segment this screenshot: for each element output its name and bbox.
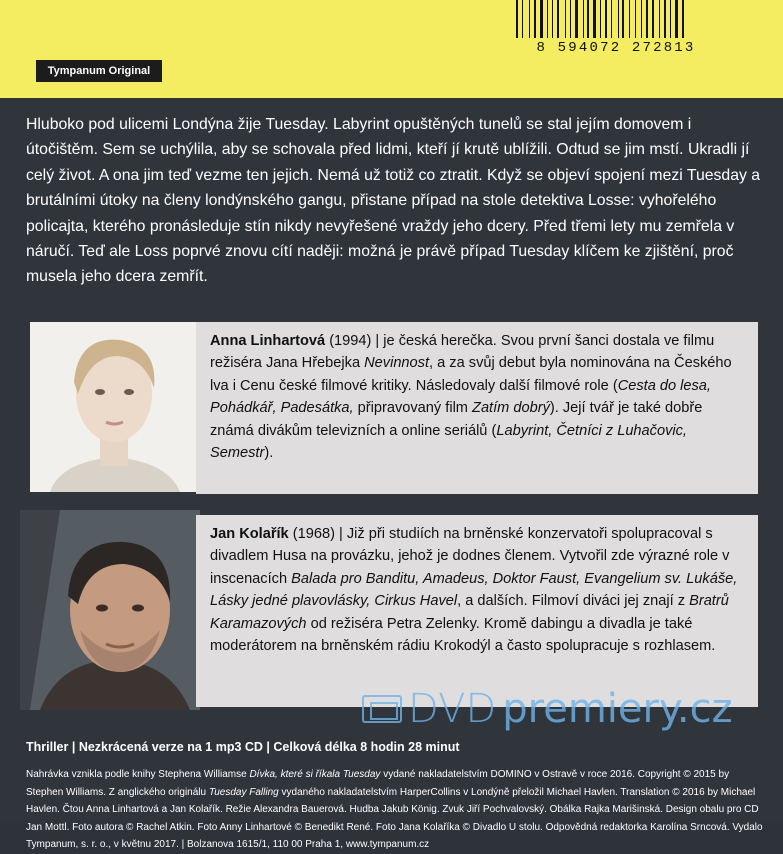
barcode-bar [637,0,640,38]
barcode-bar [516,0,518,38]
credits-part: vydaného nakladatelstvím HarperCollins v Londýně přeložil Michael Havlen. Translation © 2016 by Michael Havlen. Čtou Anna Linhartová a Jan Kolařík. Režie Alexandra Bauerová. Hudba Jakub König. Zvuk Jiří Pochvalovský. Obálka Rajka Marišinská. Design obalu pro CD Jan Mottl. Foto autora © Rachel Atkin. Foto Anny Linhartové © Benedikt René. Foto Jana Kolaříka © Divadlo U stolu. Odpovědná redaktorka Karolína Srncová. Vydalo Tympanum, s. r. o., v květnu 2017. | Bolzanova 1615/1, 110 00 Praha 1, www.tympanum.cz [26,786,763,850]
bio-text: , a za svůj debut byla nominována na Českého lva i Cenu české filmové kritiky. Následovaly další filmové role ( [210,355,732,394]
barcode-bar [631,0,633,38]
portrait-anna-linhartova [30,322,198,492]
watermark-part2: premiery.cz [502,686,733,732]
barcode-bar [670,0,671,38]
barcode-bar [552,0,553,38]
bio-title: Zatím dobrý [472,400,550,417]
barcode-bar [680,0,681,38]
synopsis-text: Hluboko pod ulicemi Londýna žije Tuesday. Labyrint opuštěných tunelů se stal jejím domovem i útočištěm. Sem se uchýlila, aby se schovala před lidmi, kteří jí krutě ublížili. Odtud se jim mstí. Ukradli jí celý život. A ona jim teď vezme ten jejich. Nemá už totiž co ztratit. Když se objeví spojení mezi Tuesday a brutálními útoky na členy londýnského gangu, přistane případ na stole detektiva Losse: vyhořelého policajta, kterého pronásleduje stín nikdy nevyřešené vraždy jeho dcery. Před třemi lety mu zemřela v náručí. Teď ale Loss poprvé znovu cítí naději: možná je právě případ Tuesday klíčem ke zjištění, proč musela jeho dcera zemřít. [26,116,761,286]
credits-title: Dívka, které si říkala Tuesday [249,769,381,780]
barcode-bar [685,0,686,38]
credits-text [26,766,768,854]
bio-title: Balada pro Banditu, Amadeus, Doktor Faust, Evangelium sv. Lukáše, Lásky jedné plavovlásky, Cirkus Havel [210,570,738,610]
barcode-bar [626,0,628,38]
barcode-bar [609,0,610,38]
barcode-bar [635,0,636,38]
barcode-digits: 8 594072 272813 [536,40,696,56]
barcode-bar [652,0,654,38]
barcode-bar [618,0,619,38]
screen-icon [362,695,402,723]
watermark-part1: DVD [408,686,497,732]
bio-text: připravovaný film [353,400,473,417]
barcode-bar [565,0,566,38]
barcode-bar [600,0,601,38]
barcode-bar [570,0,571,38]
barcode-bars [516,0,716,38]
barcode-bar [644,0,645,38]
barcode-bar [579,0,581,38]
barcode-bar [557,0,559,38]
barcode-bar [591,0,592,38]
credits-title: Tuesday Falling [208,786,279,798]
barcode-bar [667,0,668,38]
barcode-bar [646,0,648,38]
barcode-bar [555,0,556,38]
barcode-bar [675,0,678,38]
bio-text: (1968) | Již při studiích na brněnské konzervatoři spolupracoval s divadlem Husa na provázku, jehož je dodnes členem. Vytvořil zde výrazné role v inscenacích [210,526,730,587]
barcode-bar [585,0,586,38]
bio-name: Jan Kolařík [210,526,289,542]
woman-portrait-image [30,322,198,492]
barcode-bar [649,0,650,38]
barcode-bar [534,0,536,38]
barcode-bar [531,0,533,38]
barcode-bar [544,0,545,38]
barcode-bar [602,0,604,38]
yellow-header-band [0,0,783,98]
man-portrait-image [20,510,200,710]
barcode-bar [672,0,674,38]
barcode-bar [520,0,521,38]
barcode-bar [567,0,569,38]
bio-text: , a dalších. Filmoví diváci jej znají z [457,593,690,610]
barcode-bar [659,0,660,38]
bio-jan-kolarik [196,515,758,707]
barcode-bar [538,0,539,38]
publisher-badge: Tympanum Original [36,60,162,82]
bio-title: Cesta do lesa, Pohádkář, Padesátka, [210,377,711,417]
barcode-bar [547,0,548,38]
barcode-bar [587,0,589,38]
bio-title: Nevinnost [364,355,430,372]
barcode-bar [622,0,624,38]
barcode-bar [529,0,530,38]
barcode-bar [662,0,663,38]
barcode-bar [682,0,684,38]
credits-part: Nahrávka vznikla podle knihy Stephena Williamse [26,769,250,780]
barcode-bar [597,0,598,38]
barcode-bar [575,0,578,38]
bio-title: Labyrint, Četníci z Luhačovic, Semestr [210,422,687,462]
barcode-bar [664,0,666,38]
barcode-bar [593,0,596,38]
bio-text: od režiséra Petra Zelenky. Kromě dabingu a divadla je také moderátorem na brněnském rádiu Krokodýl a často spolupracuje s rozhlasem. [210,615,716,655]
barcode-bar [573,0,574,38]
barcode [505,0,727,58]
barcode-bar [605,0,607,38]
barcode-bar [613,0,616,38]
barcode-bar [560,0,563,38]
bio-name: Anna Linhartová [210,333,326,349]
bio-anna-linhartova [196,322,758,494]
barcode-bar [524,0,527,38]
credits-part: vydané nakladatelstvím DOMINO v Ostravě v roce 2016. Copyright © 2015 by Stephen Williams. Z anglického originálu [26,769,730,798]
barcode-bar [583,0,584,38]
barcode-bar [641,0,642,38]
barcode-bar [620,0,621,38]
barcode-bar [549,0,551,38]
bio-text: (1994) | je česká herečka. Svou první šanci dostala ve filmu režiséra Jana Hřebejka [210,333,715,372]
product-specs: Thriller | Nezkrácená verze na 1 mp3 CD | Celková délka 8 hodin 28 minut [26,740,460,754]
bio-text: ). [264,445,274,462]
bio-text: ). Její tvář je také dobře známá divákům televizních a online seriálů ( [210,400,703,439]
bio-title: Bratrů Karamazových [210,593,729,632]
portrait-jan-kolarik [20,510,200,710]
barcode-bar [655,0,658,38]
barcode-bar [611,0,612,38]
barcode-bar [629,0,630,38]
dvdpremiery-watermark [362,686,733,732]
barcode-bar [522,0,523,38]
barcode-bar [540,0,543,38]
